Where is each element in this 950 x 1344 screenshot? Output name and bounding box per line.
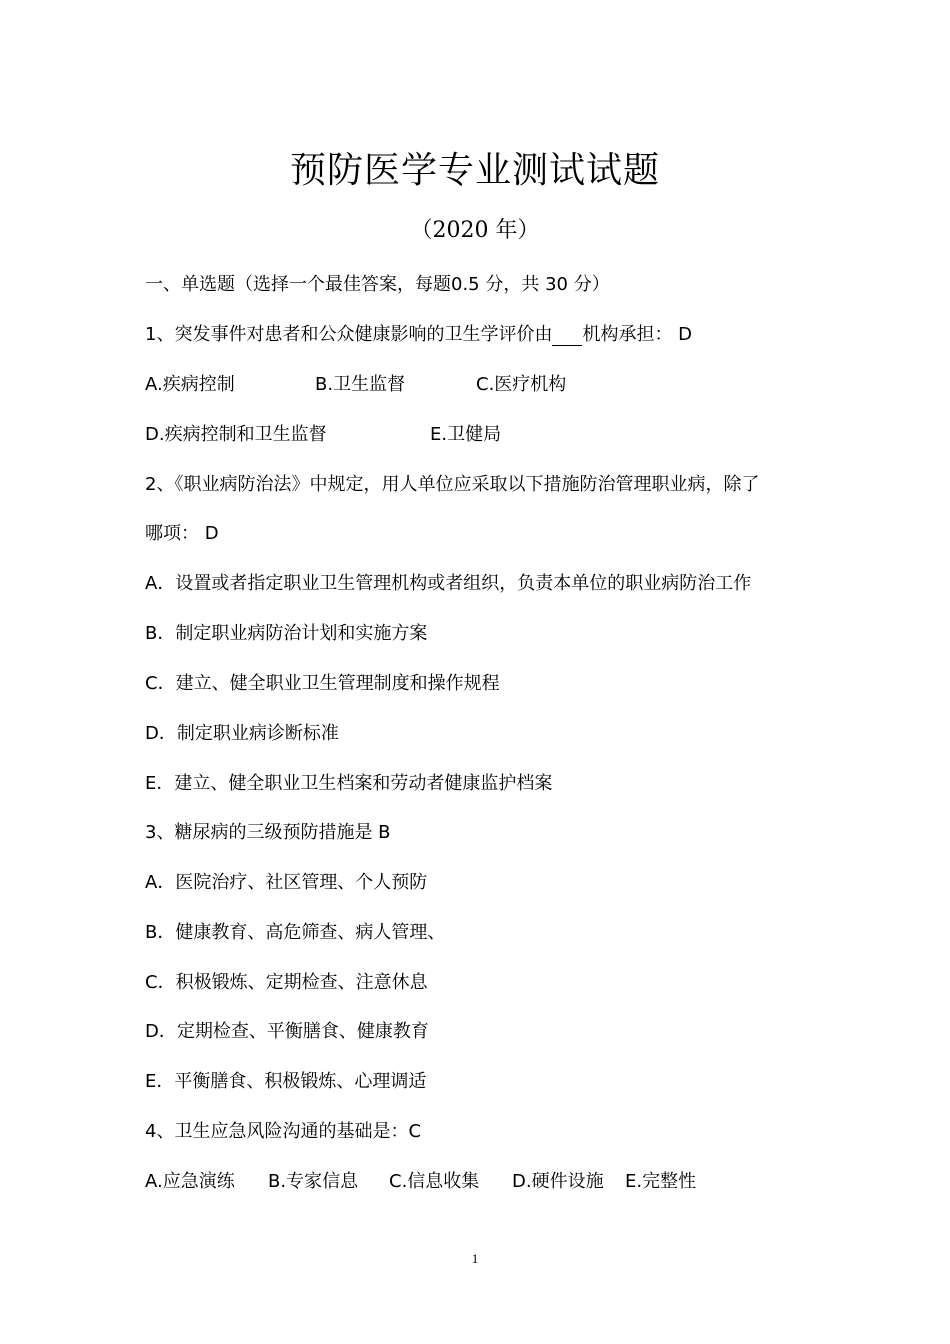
question-3-option-a: A．医院治疗、社区管理、个人预防 xyxy=(145,872,428,893)
question-1-stem-before: 1、突发事件对患者和公众健康影响的卫生学评价由 xyxy=(145,324,553,345)
question-1-option-d: D.疾病控制和卫生监督 xyxy=(145,424,327,445)
question-2-stem-line2: 哪项： D xyxy=(145,523,219,544)
question-2-option-e: E．建立、健全职业卫生档案和劳动者健康监护档案 xyxy=(145,773,553,794)
question-1-option-a: A.疾病控制 xyxy=(145,374,235,395)
question-3-option-b: B．健康教育、高危筛查、病人管理、 xyxy=(145,922,446,943)
question-4-option-e: E.完整性 xyxy=(625,1171,697,1192)
question-3-stem: 3、糖尿病的三级预防措施是 B xyxy=(145,822,391,843)
question-4-option-a: A.应急演练 xyxy=(145,1171,235,1192)
question-1-option-b: B.卫生监督 xyxy=(315,374,406,395)
document-year: （2020 年） xyxy=(410,218,540,243)
question-1-option-c: C.医疗机构 xyxy=(476,374,567,395)
section-heading: 一、单选题（选择一个最佳答案，每题0.5 分，共 30 分） xyxy=(145,274,610,295)
question-2-option-d: D．制定职业病诊断标准 xyxy=(145,723,339,744)
question-4-option-d: D.硬件设施 xyxy=(512,1171,604,1192)
question-3-option-e: E．平衡膳食、积极锻炼、心理调适 xyxy=(145,1071,427,1092)
question-2-option-a: A．设置或者指定职业卫生管理机构或者组织，负责本单位的职业病防治工作 xyxy=(145,573,752,594)
question-3-option-c: C．积极锻炼、定期检查、注意休息 xyxy=(145,972,428,993)
question-4-option-b: B.专家信息 xyxy=(268,1171,359,1192)
page-number: 1 xyxy=(471,1251,479,1266)
question-4-option-c: C.信息收集 xyxy=(389,1171,480,1192)
answer-blank xyxy=(552,323,582,346)
question-1-option-e: E.卫健局 xyxy=(430,424,502,445)
document-title: 预防医学专业测试试题 xyxy=(289,150,660,191)
question-1-stem-after: 机构承担： D xyxy=(582,324,693,345)
question-2-stem-line1: 2、《职业病防治法》中规定，用人单位应采取以下措施防治管理职业病，除了 xyxy=(145,474,760,495)
question-3-option-d: D．定期检查、平衡膳食、健康教育 xyxy=(145,1021,429,1042)
question-2-option-c: C．建立、健全职业卫生管理制度和操作规程 xyxy=(145,673,500,694)
question-1-stem xyxy=(145,321,692,349)
question-4-stem: 4、卫生应急风险沟通的基础是：C xyxy=(145,1121,422,1142)
question-2-option-b: B．制定职业病防治计划和实施方案 xyxy=(145,623,428,644)
